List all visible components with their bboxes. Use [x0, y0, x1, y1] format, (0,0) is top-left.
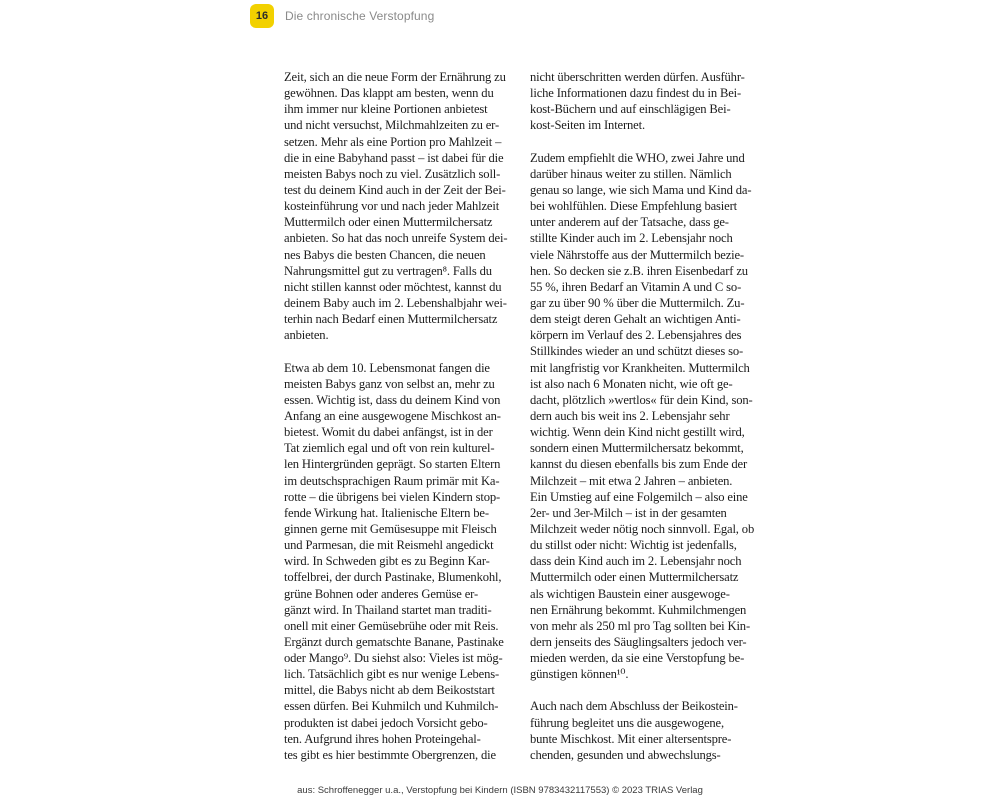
text-line: wird. In Schweden gibt es zu Beginn Kar-	[284, 554, 490, 569]
text-line: liche Informationen dazu findest du in Bei-	[530, 86, 742, 101]
citation-footer: aus: Schroffenegger u.a., Verstopfung bei Kindern (ISBN 9783432117553) © 2023 TRIAS Verlag	[297, 785, 703, 796]
text-line: dern jenseits des Säuglingsalters jedoch ver-	[530, 634, 747, 649]
text-line: 55 %, ihren Bedarf an Vitamin A und C so-	[530, 279, 742, 294]
running-head: Die chronische Verstopfung	[285, 9, 435, 23]
text-line: hen. So decken sie z.B. ihren Eisenbedarf zu	[530, 263, 748, 278]
text-line: sondern einen Muttermilchersatz bekommt,	[530, 441, 744, 456]
text-line: meisten Babys ganz von selbst an, mehr zu	[284, 376, 495, 391]
text-line: test du deinem Kind auch in der Zeit der Bei-	[284, 182, 506, 197]
text-line: Muttermilch oder einen Muttermilchersatz	[530, 570, 739, 585]
text-line: tes gibt es hier bestimmte Obergrenzen, die	[284, 747, 496, 762]
paragraph-gap	[530, 134, 762, 150]
paragraph	[284, 69, 516, 343]
text-line: dass dein Kind auch im 2. Lebensjahr noch	[530, 554, 742, 569]
text-line: gewöhnen. Das klappt am besten, wenn du	[284, 86, 494, 101]
paragraph-gap	[284, 343, 516, 359]
text-line: nes Babys die besten Chancen, die neuen	[284, 247, 486, 262]
text-line: essen dürfen. Bei Kuhmilch und Kuhmilch-	[284, 699, 499, 714]
text-line: oder Mango⁹. Du siehst also: Vieles ist mög-	[284, 651, 503, 666]
text-line: Tat ziemlich egal und oft von rein kulturel-	[284, 441, 495, 456]
page-header	[250, 0, 770, 32]
text-line: und Parmesan, die mit Reismehl angedickt	[284, 538, 494, 553]
text-line: lich. Tatsächlich gibt es nur wenige Lebens-	[284, 667, 500, 682]
text-line: kosteinführung vor und nach jeder Mahlzeit	[284, 199, 500, 214]
text-line: Zeit, sich an die neue Form der Ernährung zu	[284, 70, 506, 84]
text-line: Milchzeit – mit etwa 2 Jahren – anbieten.	[530, 473, 733, 488]
text-line: gar zu über 90 % über die Muttermilch. Zu-	[530, 295, 745, 310]
paragraph-gap	[530, 682, 762, 698]
text-line: dem steigt deren Gehalt an wichtigen Anti-	[530, 312, 741, 327]
text-line: chenden, gesunden und abwechslungs-	[530, 747, 721, 762]
text-line: unter anderem auf der Tatsache, dass ge-	[530, 215, 729, 230]
text-line: produkten ist dabei jedoch Vorsicht gebo-	[284, 715, 488, 730]
text-line: kannst du diesen ebenfalls bis zum Ende der	[530, 457, 748, 472]
text-line: die in eine Babyhand passt – ist dabei für die	[284, 150, 504, 165]
text-line: ten. Aufgrund ihres hohen Proteingehal-	[284, 731, 481, 746]
text-line: dern auch bis weit ins 2. Lebensjahr sehr	[530, 408, 730, 423]
text-line: Ein Umstieg auf eine Folgemilch – also eine	[530, 489, 748, 504]
text-line: Nahrungsmittel gut zu vertragen⁸. Falls du	[284, 263, 492, 278]
text-line: Etwa ab dem 10. Lebensmonat fangen die	[284, 360, 490, 375]
text-line: günstigen können¹⁰.	[530, 667, 629, 682]
text-line: Muttermilch oder einen Muttermilchersatz	[284, 215, 493, 230]
text-line: körpern im Verlauf des 2. Lebensjahres des	[530, 328, 742, 343]
paragraph	[530, 698, 762, 763]
text-line: mit langfristig vor Krankheiten. Muttermilch	[530, 360, 750, 375]
text-line: gänzt wird. In Thailand startet man traditi-	[284, 602, 492, 617]
text-line: viele Nährstoffe aus der Muttermilch bezie-	[530, 247, 744, 262]
text-line: Stillkindes wieder an und schützt dieses so-	[530, 344, 744, 359]
text-line: genau so lange, wie sich Mama und Kind da-	[530, 182, 752, 197]
text-line: fende Wirkung hat. Italienische Eltern be-	[284, 505, 489, 520]
text-column-right	[530, 69, 762, 763]
text-line: von mehr als 250 ml pro Tag sollten bei Kin-	[530, 618, 750, 633]
paragraph	[284, 360, 516, 764]
text-line: onell mit einer Gemüsebrühe oder mit Reis.	[284, 618, 499, 633]
text-line: als wichtigen Baustein einer ausgewoge-	[530, 586, 730, 601]
text-line: dacht, plötzlich »wertlos« für dein Kind, son-	[530, 392, 753, 407]
text-line: nicht stillen kannst oder möchtest, kannst du	[284, 279, 502, 294]
text-line: meisten Babys noch zu viel. Zusätzlich soll-	[284, 166, 501, 181]
text-line: 2er- und 3er-Milch – ist in der gesamten	[530, 505, 727, 520]
text-line: toffelbrei, der durch Pastinake, Blumenkohl,	[284, 570, 502, 585]
text-line: deinem Baby auch im 2. Lebenshalbjahr wei-	[284, 295, 507, 310]
text-line: setzen. Mehr als eine Portion pro Mahlzeit –	[284, 134, 502, 149]
text-line: rotte – die übrigens bei vielen Kindern stop-	[284, 489, 501, 504]
text-line: Milchzeit weder nötig noch sinnvoll. Egal, ob	[530, 521, 755, 536]
text-line: kost-Seiten im Internet.	[530, 118, 645, 133]
text-line: und nicht versuchst, Milchmahlzeiten zu er-	[284, 118, 500, 133]
text-line: anbieten.	[284, 328, 329, 343]
text-line: nen Ernährung bekommt. Kuhmilchmengen	[530, 602, 747, 617]
text-line: bietest. Womit du dabei anfängst, ist in der	[284, 425, 493, 440]
text-line: Ergänzt durch gematschte Banane, Pastinake	[284, 634, 504, 649]
text-line: mieden werden, da sie eine Verstopfung be-	[530, 651, 745, 666]
text-line: terhin nach Bedarf einen Muttermilchersatz	[284, 312, 498, 327]
text-line: bei wohlfühlen. Diese Empfehlung basiert	[530, 199, 737, 214]
text-line: im deutschsprachigen Raum primär mit Ka-	[284, 473, 500, 488]
text-line: darüber hinaus weiter zu stillen. Nämlich	[530, 166, 732, 181]
text-line: Zudem empfiehlt die WHO, zwei Jahre und	[530, 150, 745, 165]
text-line: nicht überschritten werden dürfen. Ausführ-	[530, 70, 745, 84]
text-line: ginnen gerne mit Gemüsesuppe mit Fleisch	[284, 521, 497, 536]
text-line: Anfang an eine ausgewogene Mischkost an-	[284, 408, 501, 423]
text-line: mittel, die Babys nicht ab dem Beikoststart	[284, 683, 495, 698]
text-line: Auch nach dem Abschluss der Beikostein-	[530, 699, 738, 714]
text-line: len Hintergründen geprägt. So starten Eltern	[284, 457, 501, 472]
text-line: ist also nach 6 Monaten nicht, wie oft ge-	[530, 376, 733, 391]
text-line: essen. Wichtig ist, dass du deinem Kind von	[284, 392, 501, 407]
text-line: bunte Mischkost. Mit einer altersentspre-	[530, 731, 732, 746]
text-line: ihm immer nur kleine Portionen anbietest	[284, 102, 488, 117]
text-line: stillte Kinder auch im 2. Lebensjahr noch	[530, 231, 733, 246]
text-line: kost-Büchern und auf einschlägigen Bei-	[530, 102, 731, 117]
page-number-badge: 16	[250, 4, 274, 28]
paragraph	[530, 150, 762, 683]
text-line: führung begleitet uns die ausgewogene,	[530, 715, 724, 730]
text-line: anbieten. So hat das noch unreife System dei-	[284, 231, 508, 246]
text-line: wichtig. Wenn dein Kind nicht gestillt wird,	[530, 425, 745, 440]
paragraph	[530, 69, 762, 134]
text-line: du stillst oder nicht: Wichtig ist jedenfalls,	[530, 538, 737, 553]
text-line: grüne Bohnen oder anderes Gemüse er-	[284, 586, 479, 601]
text-column-left	[284, 69, 516, 763]
